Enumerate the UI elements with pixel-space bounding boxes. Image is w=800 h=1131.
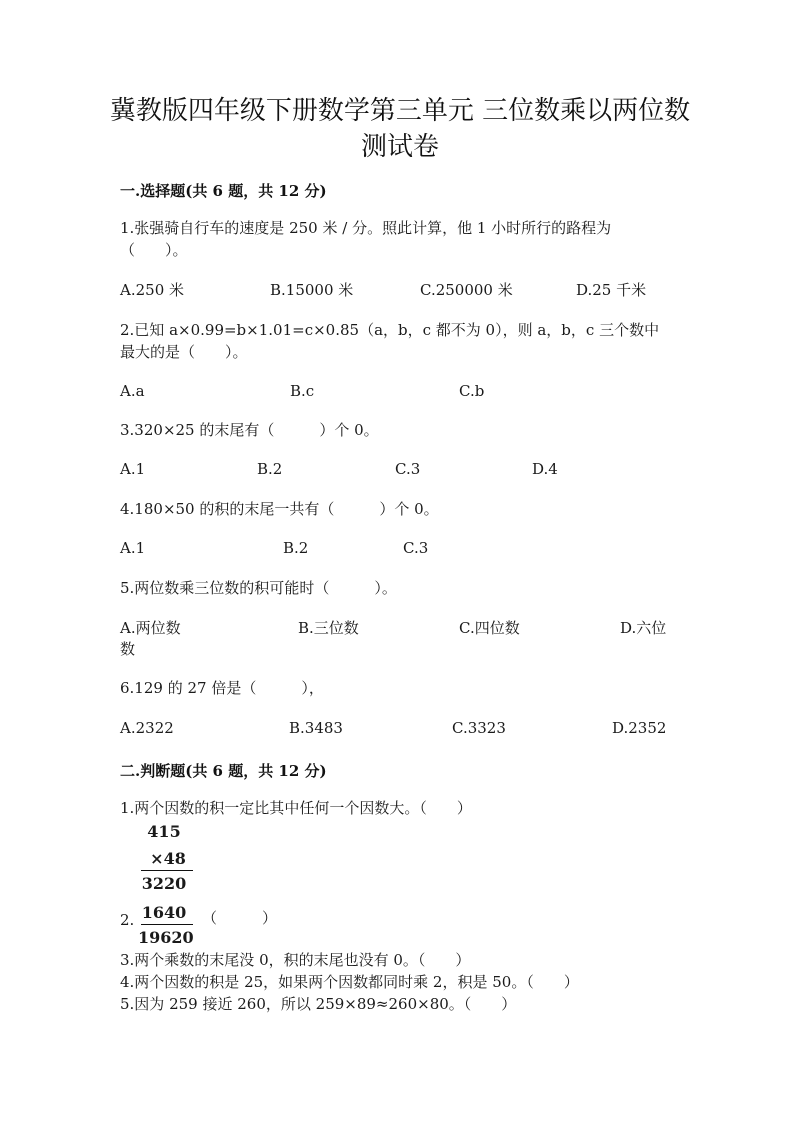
question-3-stem: 3.320×25 的末尾有（ ）个 0。 bbox=[120, 421, 379, 439]
q5-option-d-wrap: 数 bbox=[120, 640, 136, 658]
section-heading-judgement: 二.判断题(共 6 题，共 12 分) bbox=[120, 762, 327, 780]
q6-option-a[interactable]: A.2322 bbox=[120, 719, 174, 737]
question-5-stem: 5.两位数乘三位数的积可能时（ ）。 bbox=[120, 579, 397, 597]
judgement-3: 3.两个乘数的末尾没 0，积的末尾也没有 0。（ ） bbox=[120, 951, 471, 969]
question-2-stem bbox=[120, 319, 680, 363]
judgement-2-number: 2. bbox=[120, 911, 135, 929]
q1-option-d[interactable]: D.25 千米 bbox=[576, 281, 647, 299]
mult-result: 19620 bbox=[138, 928, 194, 947]
q5-option-a[interactable]: A.两位数 bbox=[120, 619, 181, 637]
q3-option-d[interactable]: D.4 bbox=[532, 460, 558, 478]
mult-rule-1 bbox=[141, 870, 193, 871]
q2-option-b[interactable]: B.c bbox=[290, 382, 315, 400]
question-1-stem bbox=[120, 217, 680, 261]
q1-option-c[interactable]: C.250000 米 bbox=[420, 281, 513, 299]
mult-factor: ×48 bbox=[150, 849, 186, 868]
section-heading-choice: 一.选择题(共 6 题，共 12 分) bbox=[120, 182, 327, 200]
q2-option-a[interactable]: A.a bbox=[120, 382, 145, 400]
question-4-stem: 4.180×50 的积的末尾一共有（ ）个 0。 bbox=[120, 500, 439, 518]
judgement-5: 5.因为 259 接近 260，所以 259×89≈260×80。（ ） bbox=[120, 995, 517, 1013]
judgement-2-blank[interactable]: （ ） bbox=[202, 909, 278, 927]
q3-option-c[interactable]: C.3 bbox=[395, 460, 421, 478]
q3-option-b[interactable]: B.2 bbox=[257, 460, 283, 478]
q5-option-c[interactable]: C.四位数 bbox=[459, 619, 520, 637]
question-2-line2: 最大的是（ ）。 bbox=[120, 343, 248, 361]
q5-option-d[interactable]: D.六位 bbox=[620, 619, 667, 637]
q4-option-a[interactable]: A.1 bbox=[120, 539, 146, 557]
q2-option-c[interactable]: C.b bbox=[459, 382, 485, 400]
q6-option-c[interactable]: C.3323 bbox=[452, 719, 506, 737]
judgement-1: 1.两个因数的积一定比其中任何一个因数大。（ ） bbox=[120, 799, 472, 817]
q1-option-b[interactable]: B.15000 米 bbox=[270, 281, 354, 299]
question-2-line1: 2.已知 a×0.99=b×1.01=c×0.85（a，b，c 都不为 0），则 a，b，c 三个数中 bbox=[120, 321, 660, 339]
q6-option-b[interactable]: B.3483 bbox=[289, 719, 343, 737]
question-1-line1: 1.张强骑自行车的速度是 250 米 / 分。照此计算，他 1 小时所行的路程为 bbox=[120, 219, 612, 237]
q4-option-b[interactable]: B.2 bbox=[283, 539, 309, 557]
q6-option-d[interactable]: D.2352 bbox=[612, 719, 667, 737]
q1-option-a[interactable]: A.250 米 bbox=[120, 281, 184, 299]
q5-option-b[interactable]: B.三位数 bbox=[298, 619, 359, 637]
question-1-line2: （ ）。 bbox=[120, 241, 188, 259]
question-6-stem: 6.129 的 27 倍是（ ）， bbox=[120, 679, 324, 697]
mult-rule-2 bbox=[141, 924, 193, 925]
q3-option-a[interactable]: A.1 bbox=[120, 460, 146, 478]
mult-partial-2: 1640 bbox=[141, 903, 187, 922]
page-title-line2: 测试卷 bbox=[360, 132, 439, 162]
mult-top-number: 415 bbox=[147, 822, 181, 841]
page-title-line1: 冀教版四年级下册数学第三单元 三位数乘以两位数 bbox=[109, 96, 691, 126]
judgement-4: 4.两个因数的积是 25，如果两个因数都同时乘 2，积是 50。（ ） bbox=[120, 973, 579, 991]
q4-option-c[interactable]: C.3 bbox=[403, 539, 429, 557]
mult-partial-1: 3220 bbox=[141, 874, 187, 893]
vertical-multiplication bbox=[138, 820, 194, 945]
